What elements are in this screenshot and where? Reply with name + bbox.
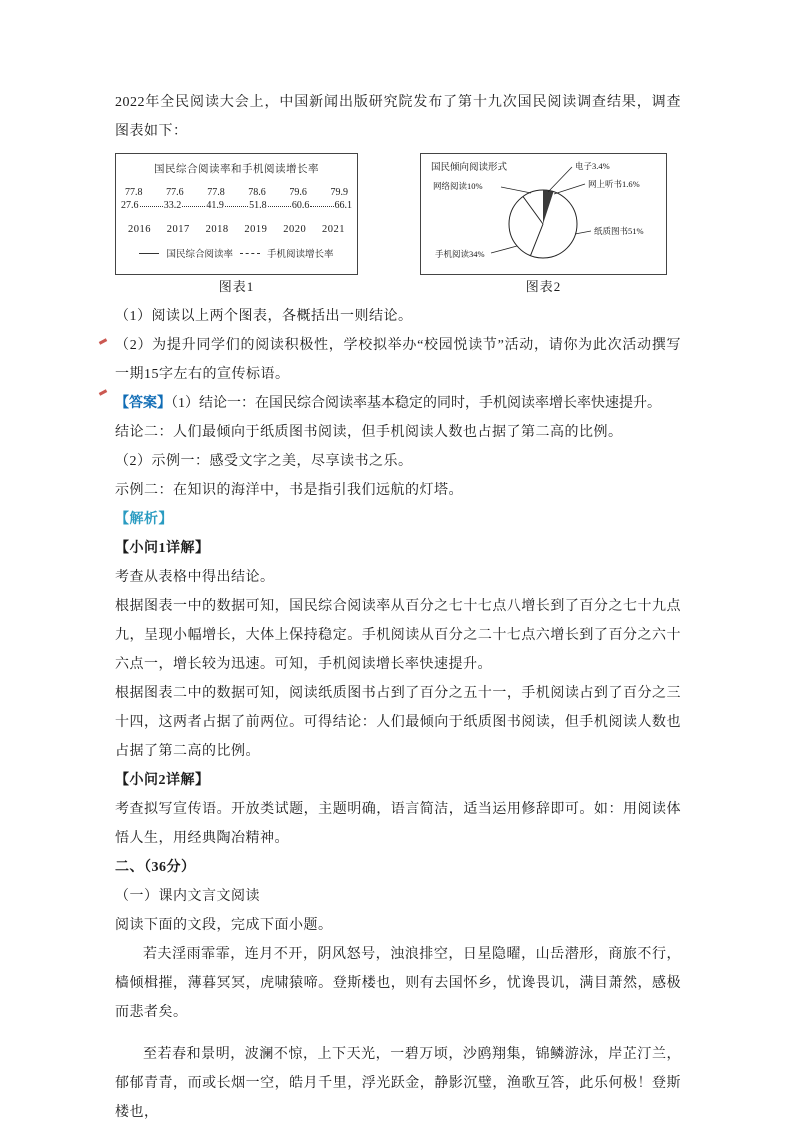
dotted-line-segment [310,206,333,207]
answer-example-1: （2）示例一：感受文字之美，尽享读书之乐。 [115,454,413,469]
proof-mark [99,338,107,344]
chart1-series2-values [116,200,357,211]
value: 41.9 [206,200,224,211]
value: 77.6 [166,187,184,198]
year-label: 2019 [244,224,268,235]
pie-label-paper: 纸质图书51% [594,226,644,236]
proof-mark [99,389,107,395]
legend-series2-label: 手机阅读增长率 [267,250,334,260]
leader-line [554,184,585,194]
value: 51.8 [249,200,267,211]
pie-label-mobile: 手机阅读34% [435,249,485,259]
pie-label-ereader: 电子3.4% [575,161,610,171]
analysis-label: 【解析】 [115,512,173,527]
dotted-line-segment [140,206,163,207]
question-1: （1）阅读以上两个图表，各概括出一则结论。 [115,309,413,324]
value: 78.6 [248,187,266,198]
answer-line-1 [115,389,681,418]
figure1-caption: 图表1 [218,279,255,294]
leader-line [501,187,531,193]
figures-row [115,153,681,299]
figure-1 [115,153,358,299]
solid-line-sample [139,253,159,254]
dotted-line-segment [268,206,291,207]
intro-paragraph: 2022年全民阅读大会上，中国新闻出版研究院发布了第十九次国民阅读调查结果，调查图表如下： [115,95,681,139]
figure-2 [420,153,667,299]
chart1-x-axis-years [116,224,357,235]
classical-passage-2: 至若春和景明，波澜不惊，上下天光，一碧万顷，沙鸥翔集，锦鳞游泳，岸芷汀兰，郁郁青青，而或长烟一空，皓月千里，浮光跃金，静影沉璧，渔歌互答，此乐何极！登斯楼也， [115,1047,681,1120]
year-label: 2020 [283,224,307,235]
legend-series1-label: 国民综合阅读率 [166,250,233,260]
subquestion-1-paragraph-2: 根据图表一中的数据可知，国民综合阅读率从百分之七十七点八增长到了百分之七十九点九，呈现小幅增长，大体上保持稳定。手机阅读从百分之二十七点六增长到了百分之六十六点一，增长较为迅速。可知，手机阅读增长率快速提升。 [115,599,681,672]
reading-instruction: 阅读下面的文段，完成下面小题。 [115,918,333,933]
leader-line [491,246,517,253]
chart1-series1-values [116,187,357,198]
year-label: 2017 [166,224,190,235]
year-label: 2016 [128,224,151,235]
value: 27.6 [121,200,139,211]
answer-conclusion-2: 结论二：人们最倾向于纸质图书阅读，但手机阅读人数也占据了第二高的比例。 [115,425,623,440]
figure2-caption: 图表2 [525,279,562,294]
value: 77.8 [125,187,143,198]
pie-label-audio: 网上听书1.6% [588,179,640,189]
leader-line [575,231,591,234]
value: 77.8 [207,187,225,198]
year-label: 2018 [205,224,229,235]
answer-label: 【答案】 [115,396,171,411]
value: 79.6 [289,187,307,198]
chart1-title: 国民综合阅读率和手机阅读增长率 [154,164,319,175]
pie-label-online: 网络阅读10% [433,181,483,191]
subquestion-1-paragraph-1: 考查从表格中得出结论。 [115,570,275,585]
subquestion-2-heading: 【小问2详解】 [115,773,210,788]
leader-line [548,167,572,192]
value: 33.2 [163,200,182,211]
value: 79.9 [330,187,348,198]
chart2-title: 国民倾向阅读形式 [431,163,508,173]
value: 60.6 [291,200,310,211]
chart1-legend [116,246,357,260]
answer-example-2: 示例二：在知识的海洋中，书是指引我们远航的灯塔。 [115,483,463,498]
line-chart [115,153,358,275]
classical-passage-1: 若夫淫雨霏霏，连月不开，阴风怒号，浊浪排空，日星隐曜，山岳潜形，商旅不行，樯倾楫摧，薄暮冥冥，虎啸猿啼。登斯楼也，则有去国怀乡，忧谗畏讥，满目萧然，感极而悲者矣。 [115,947,681,1020]
dashed-line-sample [240,253,260,254]
dotted-line-segment [225,206,248,207]
pie-chart [421,154,666,274]
analysis-label-line [115,505,681,534]
pie-chart-box [420,153,667,275]
year-label: 2021 [321,224,345,235]
section-2-heading: 二、（36分） [115,860,196,875]
subquestion-1-heading: 【小问1详解】 [115,541,210,556]
subquestion-2-paragraph-1: 考查拟写宣传语。开放类试题，主题明确，语言简洁，适当运用修辞即可。如：用阅读体悟人生，用经典陶冶精神。 [115,802,681,846]
question-2: （2）为提升同学们的阅读积极性，学校拟举办“校园悦读节”活动，请你为此次活动撰写一期15字左右的宣传标语。 [115,338,681,382]
section-2-subheading: （一）课内文言文阅读 [115,889,260,904]
value: 66.1 [334,200,353,211]
answer-conclusion-1: （1）结论一：在国民综合阅读率基本稳定的同时，手机阅读率增长率快速提升。 [171,396,661,411]
dotted-line-segment [182,206,205,207]
subquestion-1-paragraph-3: 根据图表二中的数据可知，阅读纸质图书占到了百分之五十一，手机阅读占到了百分之三十四，这两者占据了前两位。可得结论：人们最倾向于纸质图书阅读，但手机阅读人数也占据了第二高的比例。 [115,686,681,759]
